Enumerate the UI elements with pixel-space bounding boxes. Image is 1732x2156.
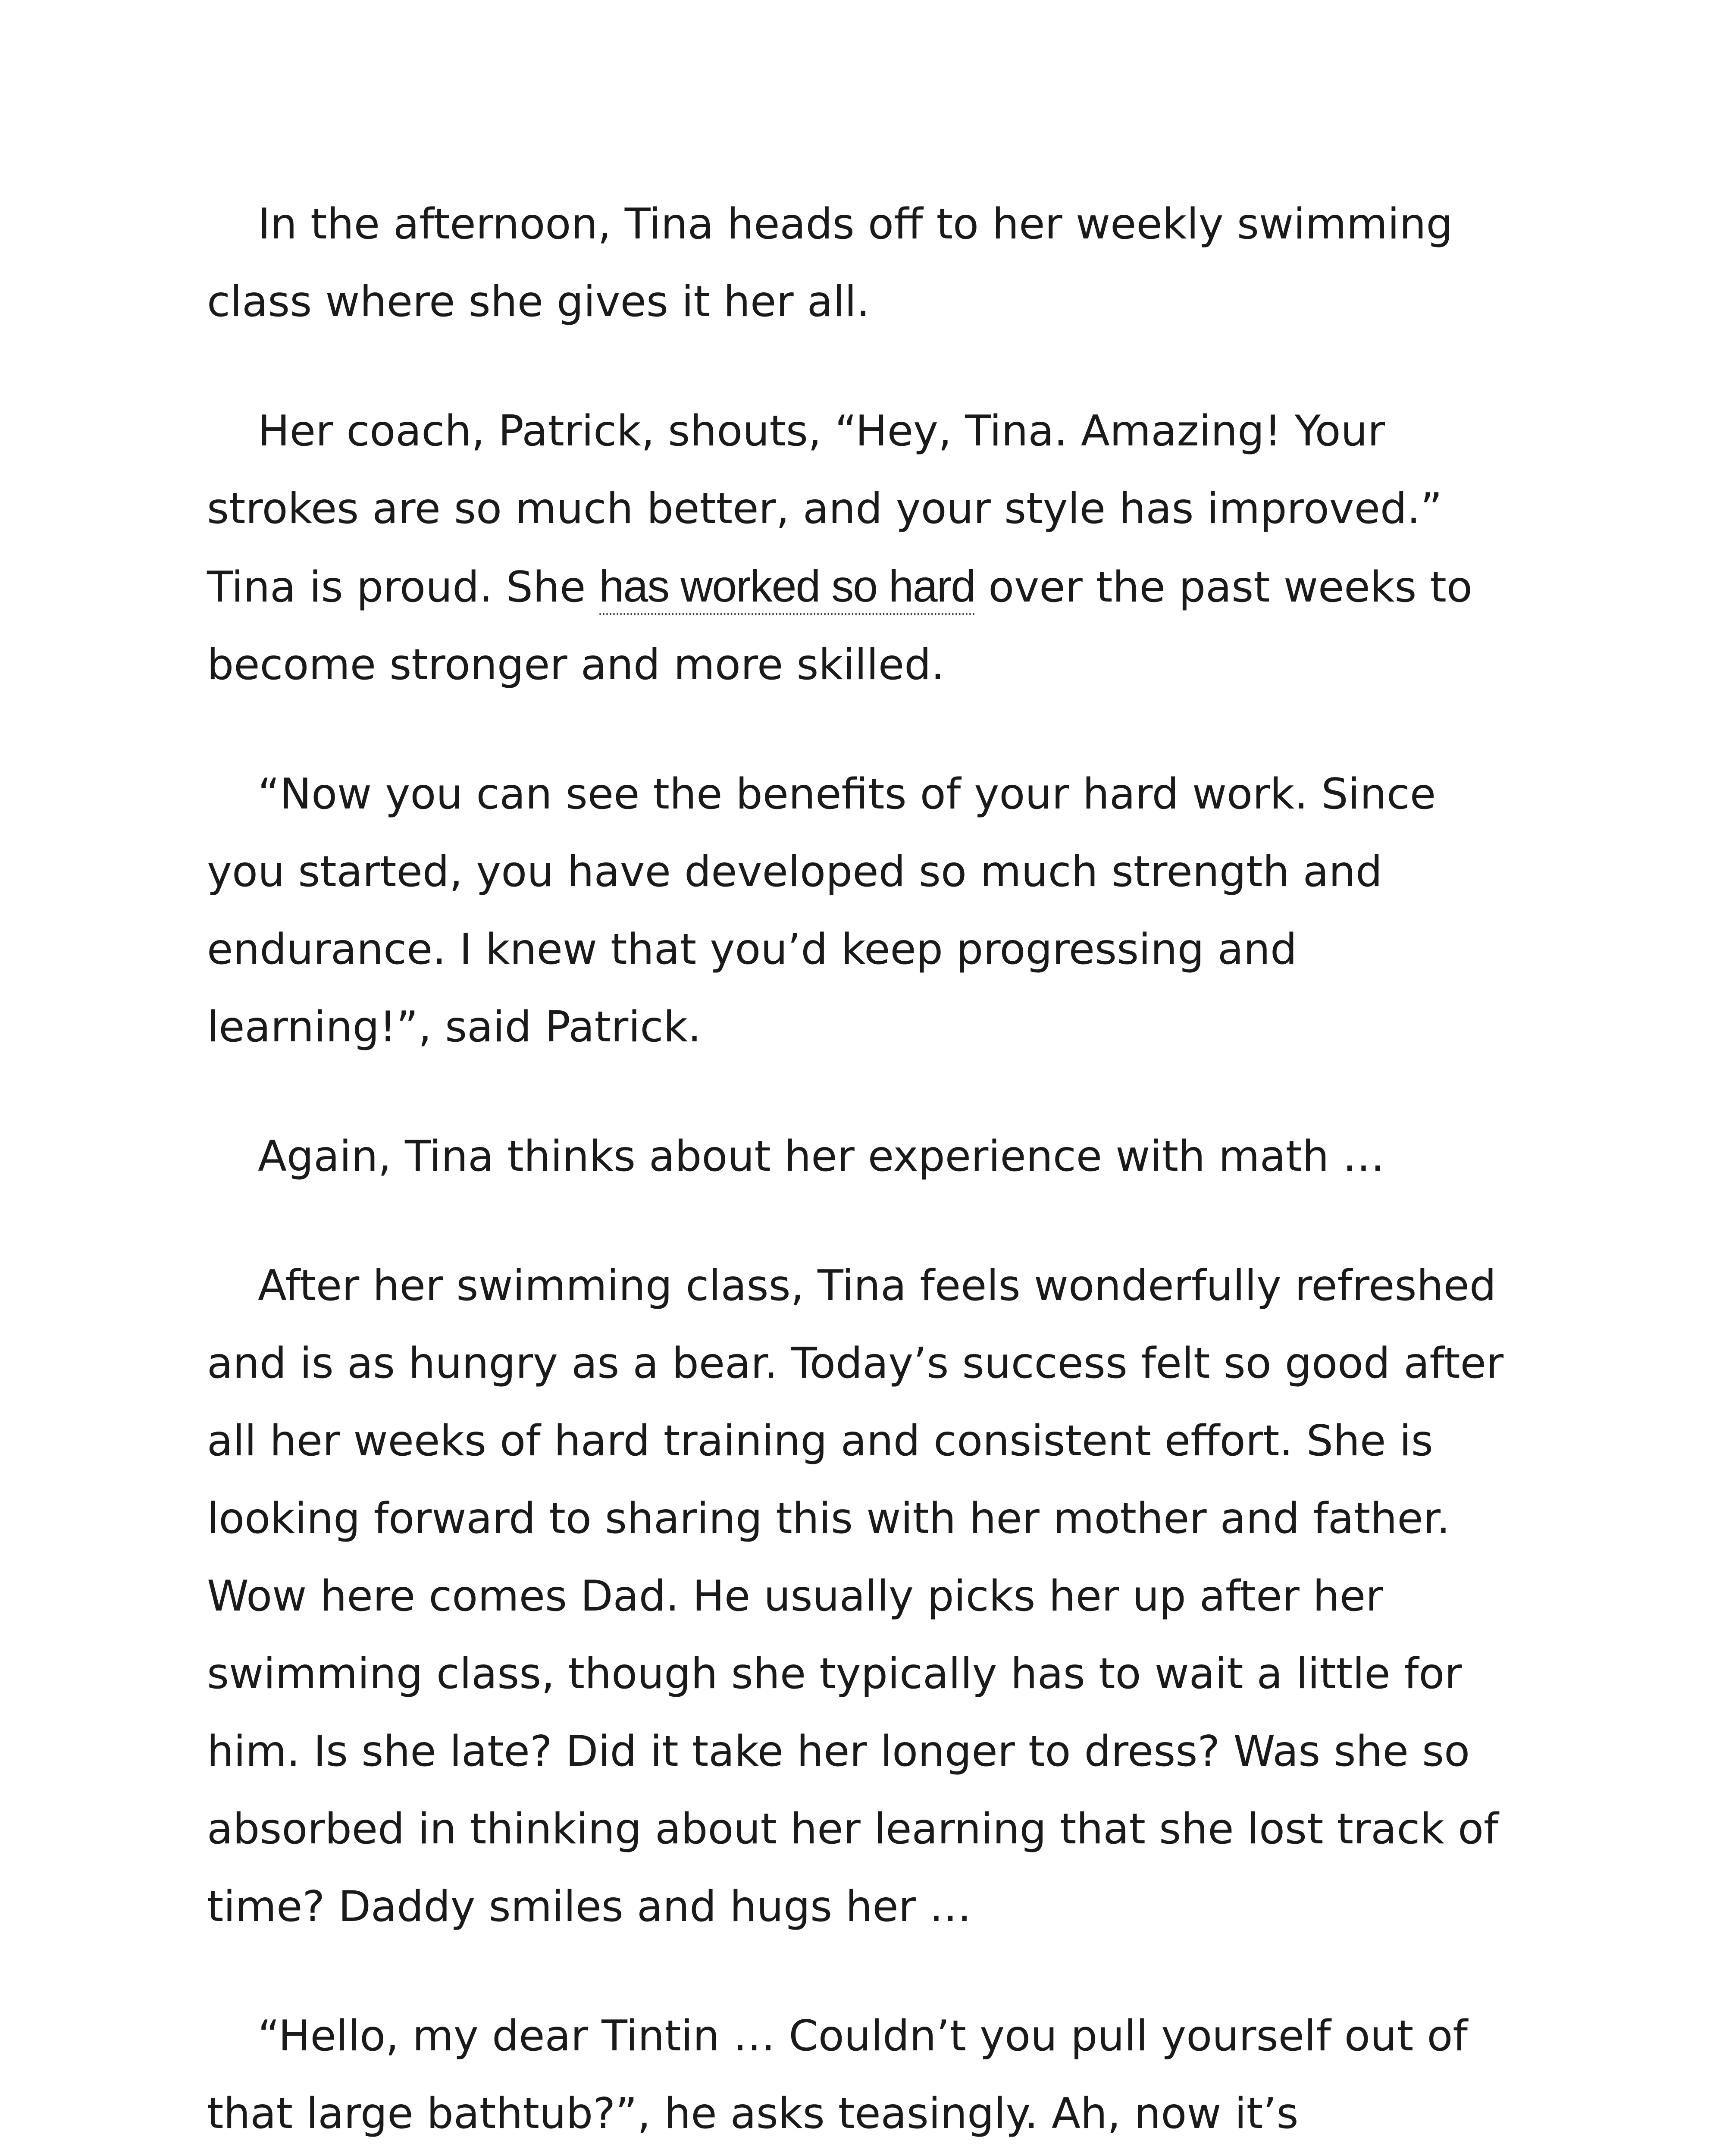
paragraph-dad-greeting: “Hello, my dear Tintin … Couldn’t you pull yourself out of that large bathtub?”, he asks teasingly. Ah, now it’s [207, 2012, 1468, 2138]
paragraph-coach-praise [207, 392, 1518, 704]
body-text [207, 185, 1518, 2156]
coach-praise-text-end: over the past weeks to become stronger and more skilled. [207, 563, 1472, 689]
paragraph-math-thought: Again, Tina thinks about her experience with math … [258, 1132, 1385, 1181]
paragraph-after-class: After her swimming class, Tina feels wonderfully refreshed and is as hungry as a bear. Today’s success felt so good after all her weeks of hard training and consistent effort. She is looking forward to sharing this with her mother and father. Wow here comes Dad. He usually picks her up after her swimming class, though she typically has to wait a little for him. Is she late? Did it take her longer to dress? Was she so absorbed in thinking about her learning that she lost track of time? Daddy smiles and hugs her … [207, 1261, 1504, 1931]
coach-praise-text-start: Her coach, Patrick, shouts, “Hey, Tina. Amazing! Your strokes are so much better, and your style has improved.” Tina is proud. She [207, 407, 1443, 612]
paragraph-swimming-class: In the afternoon, Tina heads off to her weekly swimming class where she gives it her all. [207, 200, 1453, 326]
highlighted-phrase: has worked so hard [599, 561, 975, 615]
paragraph-patrick-quote: “Now you can see the benefits of your hard work. Since you started, you have developed so much strength and endurance. I knew that you’d keep progressing and learning!”, said Patrick. [207, 770, 1436, 1052]
